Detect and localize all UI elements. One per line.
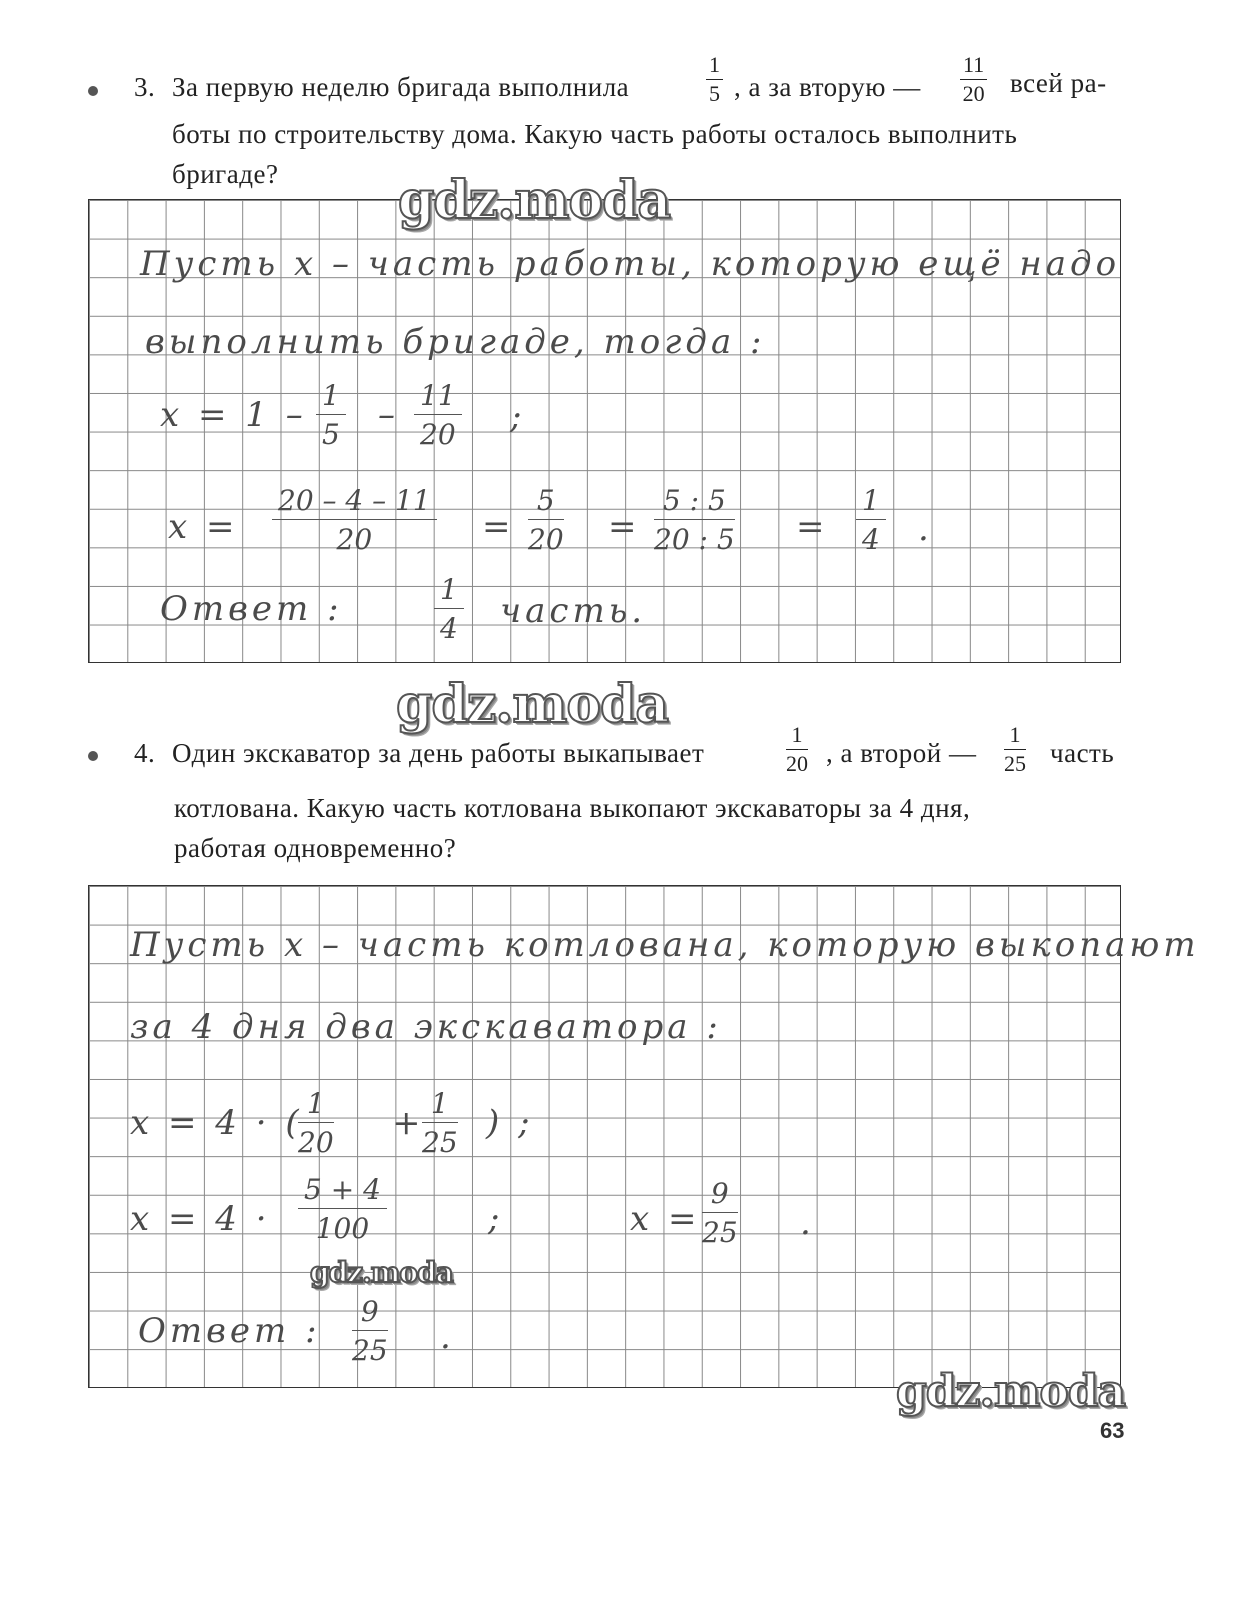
task-4-text-line2: котлована. Какую часть котлована выкопают экскаваторы за 4 дня,: [174, 793, 971, 823]
task-4-eq2-end: ;: [488, 1199, 504, 1239]
task-4-eq3-lhs: x =: [630, 1199, 701, 1239]
task-3-eq2-end: .: [918, 509, 933, 549]
watermark-logo: gdz.moda: [398, 170, 671, 231]
task-3-solution-line1: Пусть x – часть работы, которую ещё надо: [140, 244, 1121, 284]
task-3-eq1-end: ;: [510, 397, 526, 437]
task-3-text-line1b: , а за вторую —: [734, 72, 921, 102]
task-3-eq1-frac2: 11 20: [414, 382, 462, 449]
page-number: 63: [1100, 1418, 1125, 1443]
task-4-text-line1a: Один экскаватор за день работы выкапывает: [172, 738, 705, 768]
task-3-number: 3.: [134, 72, 156, 102]
task-4-eq2-lhs: x = 4 ·: [130, 1199, 271, 1239]
task-3-eq2-frac3: 5 : 5 20 : 5: [654, 484, 735, 556]
task-4-eq3-end: .: [800, 1203, 815, 1243]
task-4-fraction-2: 1 25: [1004, 722, 1026, 776]
task-4-eq1-plus: +: [392, 1103, 425, 1143]
task-4-number: 4.: [134, 738, 156, 768]
task-3-fraction-2: 11 20: [960, 54, 987, 105]
task-3-text-line1c: всей ра-: [1010, 68, 1107, 98]
task-4-eq1-lhs: x = 4 · (: [130, 1103, 303, 1143]
task-3-eq1-minus: –: [378, 395, 399, 435]
task-3-eq1-frac1: 1 5: [316, 382, 346, 449]
task-3-text-line2: боты по строительству дома. Какую часть работы осталось выполнить: [172, 119, 1018, 149]
task-3-eq2-equals-2: =: [608, 507, 641, 547]
task-3-text-line1a: За первую неделю бригада выполнила: [172, 72, 630, 102]
task-3-text-line3: бригаде?: [172, 159, 279, 189]
task-4-eq1-frac1: 1 20: [298, 1087, 334, 1159]
watermark-logo: gdz.moda: [896, 1366, 1126, 1417]
task-4-solution-line1: Пусть x – часть котлована, которую выкопают: [130, 925, 1200, 965]
task-3-eq2-frac4: 1 4: [856, 487, 886, 554]
task-3-eq2-equals-1: =: [482, 507, 515, 547]
task-3-answer-label: Ответ :: [160, 589, 343, 629]
task-4-answer-label: Ответ :: [138, 1311, 321, 1351]
task-3-eq1-lhs: x = 1 –: [160, 395, 307, 435]
task-3-fraction-1: 1 5: [706, 54, 723, 105]
task-3-eq2-frac1: 20 – 4 – 11 20: [272, 487, 437, 554]
task-4-eq3-frac: 9 25: [702, 1177, 738, 1249]
task-4-fraction-1: 1 20: [786, 722, 808, 776]
task-4-answer-end: .: [440, 1317, 455, 1357]
task-4-text-line1b: , а второй —: [826, 738, 977, 768]
task-3-eq2-equals-3: =: [796, 507, 829, 547]
task-4-eq1-end: ) ;: [486, 1103, 534, 1143]
task-4-eq1-frac2: 1 25: [422, 1087, 458, 1159]
bullet-task-4: [88, 751, 98, 761]
task-4-text-line3: работая одновременно?: [174, 833, 457, 863]
task-4-solution-line2: за 4 дня два экскаватора :: [130, 1007, 722, 1047]
task-3-solution-line2: выполнить бригаде, тогда :: [145, 322, 766, 362]
task-3-answer-word: часть.: [500, 591, 647, 631]
task-3-answer-fraction: 1 4: [434, 576, 464, 643]
task-4-text-line1c: часть: [1050, 738, 1115, 768]
bullet-task-3: [88, 86, 98, 96]
task-4-answer-fraction: 9 25: [352, 1295, 388, 1367]
task-3-eq2-lhs: x =: [168, 507, 239, 547]
task-4-eq2-frac: 5 + 4 100: [298, 1176, 387, 1243]
watermark-logo: gdz.moda: [310, 1256, 453, 1289]
watermark-logo: gdz.moda: [396, 674, 669, 735]
task-3-eq2-frac2: 5 20: [528, 484, 564, 556]
